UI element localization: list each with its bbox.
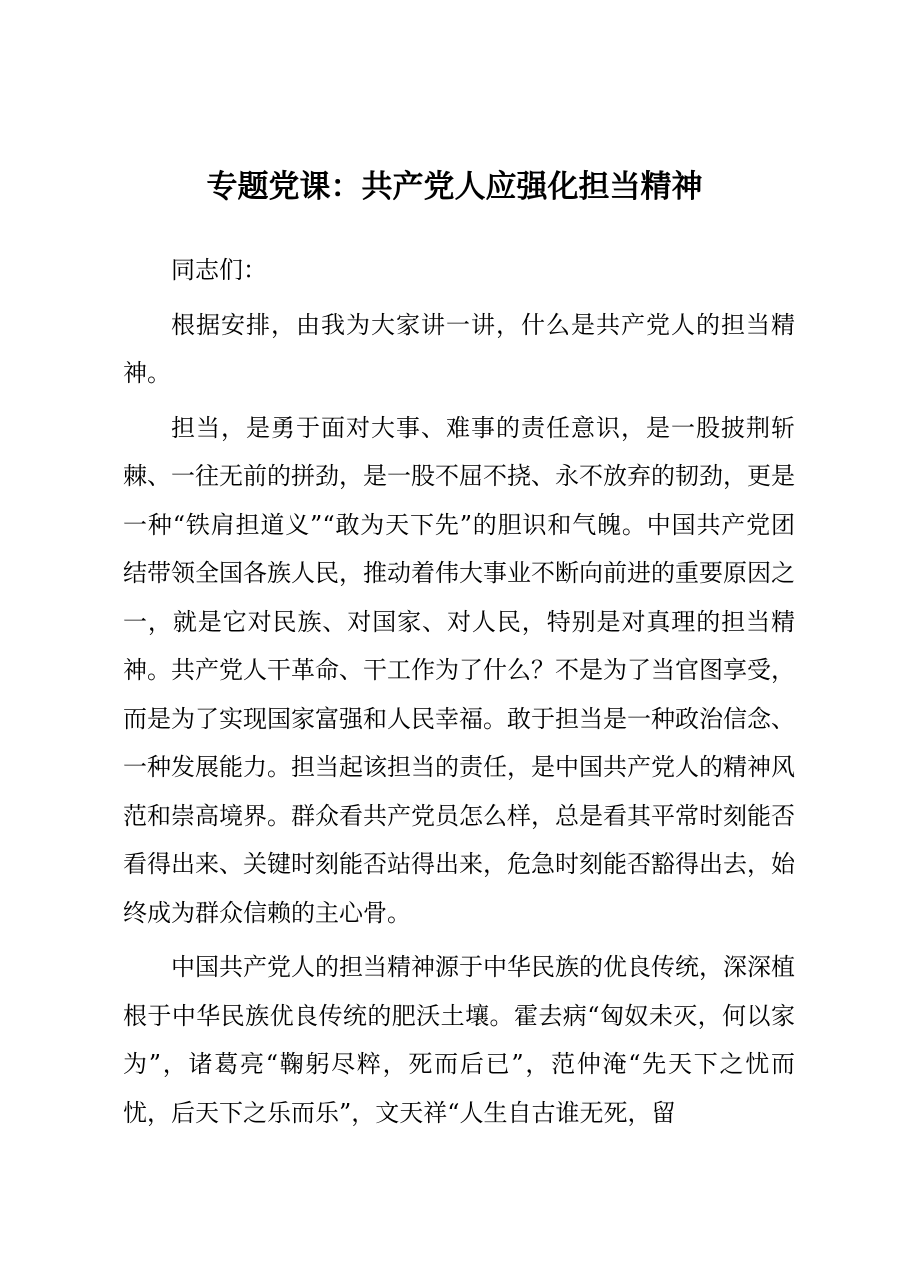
paragraph-definition: 担当，是勇于面对大事、难事的责任意识，是一股披荆斩棘、一往无前的拼劲，是一股不屈不挠、永不放弃的韧劲，更是一种“铁肩担道义”“敢为天下先”的胆识和气魄。中国共产党团结带领全国各族人民，推动着伟大事业不断向前进的重要原因之一，就是它对民族、对国家、对人民，特别是对真理的担当精神。共产党人干革命、干工作为了什么？不是为了当官图享受，而是为了实现国家富强和人民幸福。敢于担当是一种政治信念、一种发展能力。担当起该担当的责任，是中国共产党人的精神风范和崇高境界。群众看共产党员怎么样，总是看其平常时刻能否看得出来、关键时刻能否站得出来，危急时刻能否豁得出去，始终成为群众信赖的主心骨。: [123, 413, 795, 927]
document-title: 专题党课：共产党人应强化担当精神: [206, 169, 703, 205]
document-body: [123, 246, 795, 1137]
paragraph-tradition: 中国共产党人的担当精神源于中华民族的优良传统，深深植根于中华民族优良传统的肥沃土壤。霍去病“匈奴未灭，何以家为”，诸葛亮“鞠躬尽粹，死而后已”，范仲淹“先天下之忧而忧，后天下之乐而乐”，文天祥“人生自古谁无死，留: [123, 953, 795, 1127]
paragraph-intro: 根据安排，由我为大家讲一讲，什么是共产党人的担当精神。: [123, 310, 795, 387]
paragraph-greeting: 同志们：: [171, 256, 267, 284]
